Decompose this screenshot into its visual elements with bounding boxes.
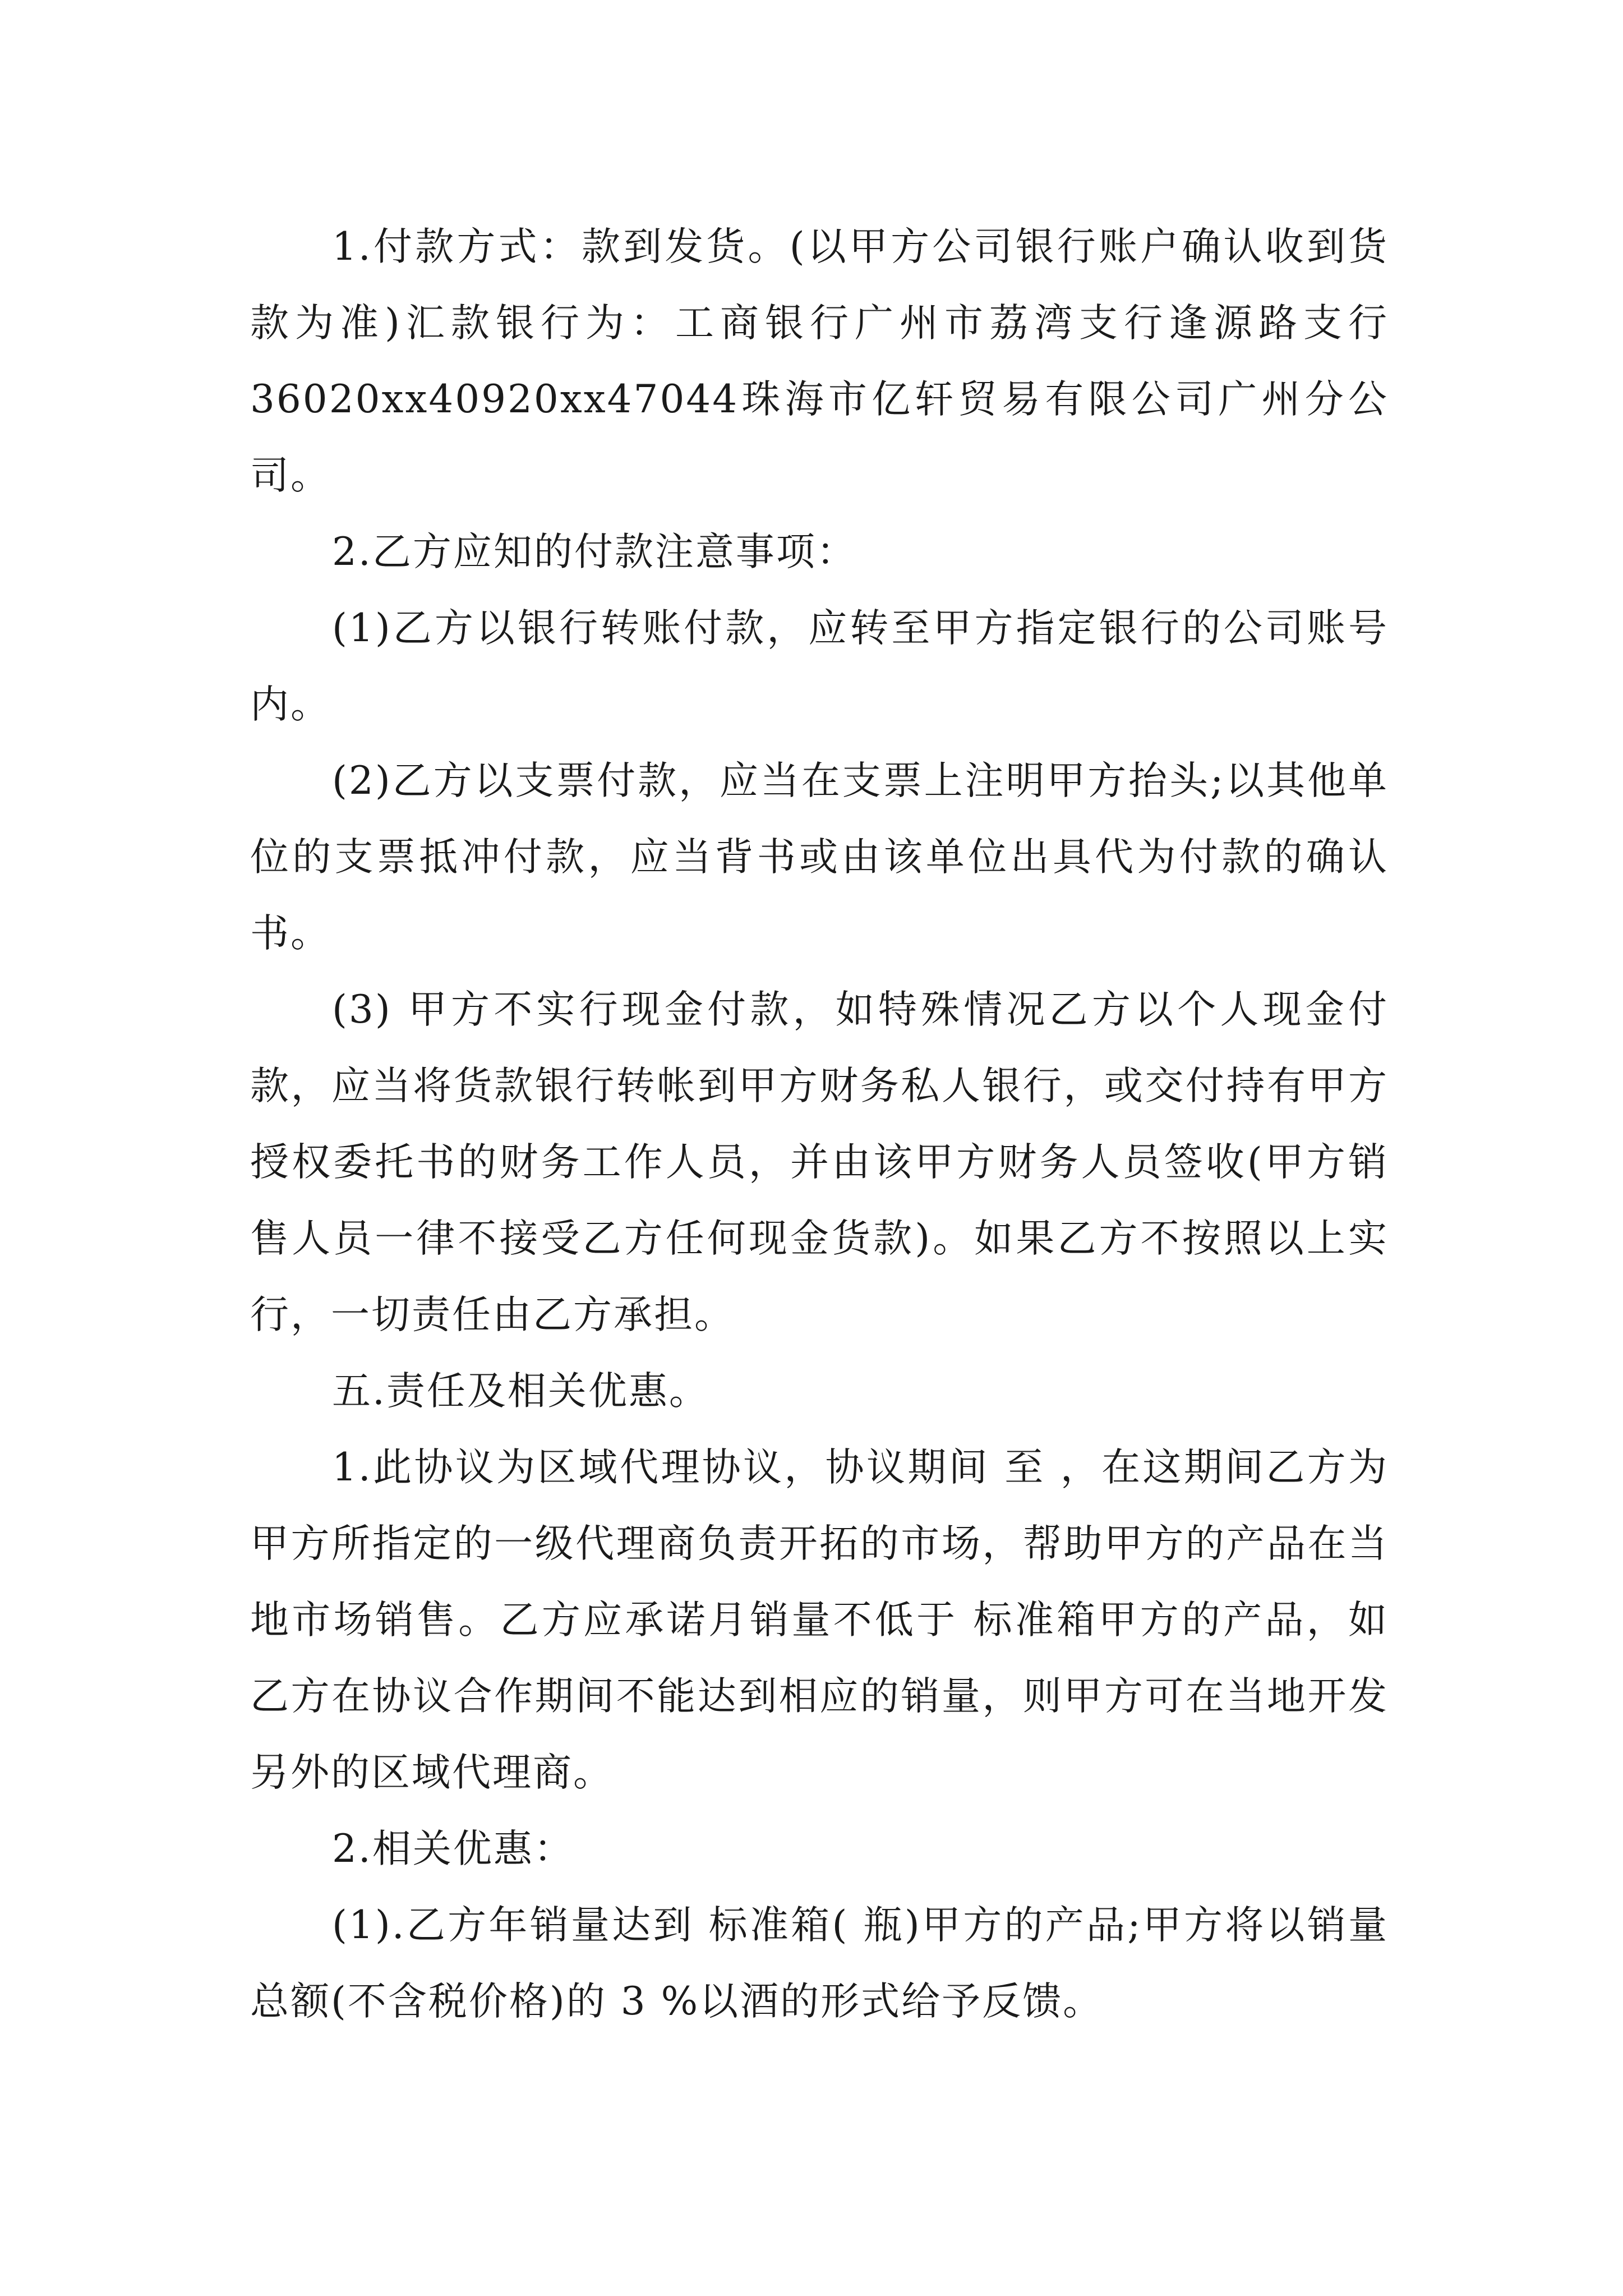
paragraph-payment-notes-heading: 2.乙方应知的付款注意事项：: [332, 530, 857, 574]
paragraph-annual-sales-rebate: (1).乙方年销量达到 标准箱( 瓶)甲方的产品;甲方将以销量总额(不含税价格)的 3 %以酒的形式给予反馈。: [250, 1903, 1389, 2024]
paragraph-discounts-heading: 2.相关优惠：: [332, 1826, 574, 1871]
paragraph-cash-payment: (3) 甲方不实行现金付款，如特殊情况乙方以个人现金付款，应当将货款银行转帐到甲方财务私人银行，或交付持有甲方授权委托书的财务工作人员，并由该甲方财务人员签收(甲方销售人员一律不接受乙方任何现金货款)。如果乙方不按照以上实行，一切责任由乙方承担。: [250, 987, 1389, 1337]
section-heading-responsibility: 五.责任及相关优惠。: [332, 1369, 709, 1414]
document-body: [250, 209, 1389, 2040]
paragraph-bank-transfer: (1)乙方以银行转账付款，应转至甲方指定银行的公司账号内。: [250, 606, 1389, 727]
paragraph-payment-method: 1.付款方式：款到发货。(以甲方公司银行账户确认收到货款为准)汇款银行为：工商银行广州市荔湾支行逢源路支行36020xx40920xx47044珠海市亿轩贸易有限公司广州分公司。: [250, 224, 1389, 498]
paragraph-check-payment: (2)乙方以支票付款，应当在支票上注明甲方抬头;以其他单位的支票抵冲付款，应当背书或由该单位出具代为付款的确认书。: [250, 758, 1389, 956]
paragraph-regional-agency: 1.此协议为区域代理协议，协议期间 至 ，在这期间乙方为甲方所指定的一级代理商负责开拓的市场，帮助甲方的产品在当地市场销售。乙方应承诺月销量不低于 标准箱甲方的产品，如乙方在协议合作期间不能达到相应的销量，则甲方可在当地开发另外的区域代理商。: [250, 1445, 1389, 1795]
